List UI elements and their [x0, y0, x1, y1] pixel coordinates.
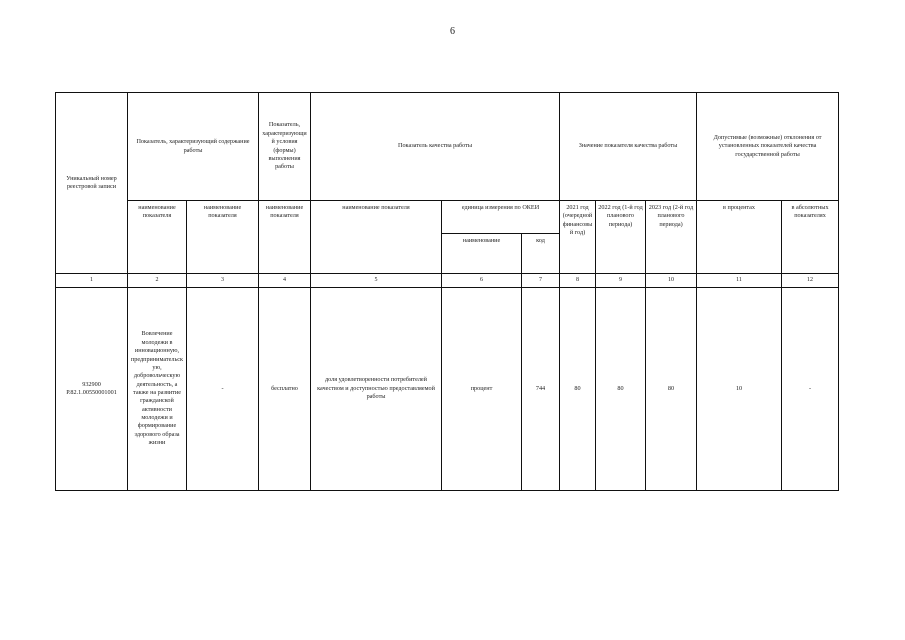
column-number: 2 [128, 274, 187, 288]
subheader-indicator-name-4: наименование показателя [311, 201, 442, 274]
table-row [56, 288, 839, 491]
subheader-indicator-name-3: наименование показателя [259, 201, 311, 274]
cell-value-2021: 80 [560, 288, 596, 491]
header-condition-indicator: Показатель, характеризующий условия (формы) выполнения работы [259, 93, 311, 201]
cell-value-2022: 80 [596, 288, 646, 491]
cell-unit-name: процент [442, 288, 522, 491]
quality-indicators-table [55, 92, 839, 491]
cell-deviation-absolute: - [782, 288, 839, 491]
column-number: 4 [259, 274, 311, 288]
header-deviations: Допустимые (возможные) отклонения от установленных показателей качества государственной работы [697, 93, 839, 201]
column-number: 6 [442, 274, 522, 288]
subheader-year-2022: 2022 год (1-й год планового периода) [596, 201, 646, 274]
subheader-year-2021: 2021 год (очередной финансовый год) [560, 201, 596, 274]
column-number: 9 [596, 274, 646, 288]
column-number: 1 [56, 274, 128, 288]
column-number: 3 [187, 274, 259, 288]
cell-content-indicator: Вовлечение молодежи в инновационную, предпринимательскую, добровольческую деятельность, а также на развитие гражданской активности молодежи и формирование здорового образа жизни [128, 288, 187, 491]
cell-deviation-percent: 10 [697, 288, 782, 491]
cell-value-2023: 80 [646, 288, 697, 491]
column-number: 8 [560, 274, 596, 288]
column-number: 10 [646, 274, 697, 288]
column-number: 12 [782, 274, 839, 288]
header-row [56, 93, 839, 201]
subheader-row [56, 201, 839, 234]
header-quality-indicator: Показатель качества работы [311, 93, 560, 201]
subheader-in-percent: в процентах [697, 201, 782, 274]
subheader-okei-name: наименование [442, 234, 522, 274]
subheader-okei-unit: единица измерения по ОКЕИ [442, 201, 560, 234]
column-number: 5 [311, 274, 442, 288]
column-number: 7 [522, 274, 560, 288]
cell-record-number: 932900 Р.82.1.00550001001 [56, 288, 128, 491]
column-number-row [56, 274, 839, 288]
subheader-indicator-name-2: наименование показателя [187, 201, 259, 274]
header-unique-record: Уникальный номер реестровой записи [56, 93, 128, 274]
cell-condition: бесплатно [259, 288, 311, 491]
subheader-okei-code: код [522, 234, 560, 274]
header-content-indicator: Показатель, характеризующий содержание работы [128, 93, 259, 201]
page-number: 6 [450, 26, 455, 37]
subheader-in-absolute: в абсолютных показателях [782, 201, 839, 274]
subheader-year-2023: 2023 год (2-й год планового периода) [646, 201, 697, 274]
cell-unit-code: 744 [522, 288, 560, 491]
cell-quality-name: доля удовлетворенности потребителей качеством и доступностью предоставляемой работы [311, 288, 442, 491]
cell-content-indicator-2: - [187, 288, 259, 491]
subheader-indicator-name-1: наименование показателя [128, 201, 187, 274]
column-number: 11 [697, 274, 782, 288]
header-quality-values: Значение показателя качества работы [560, 93, 697, 201]
